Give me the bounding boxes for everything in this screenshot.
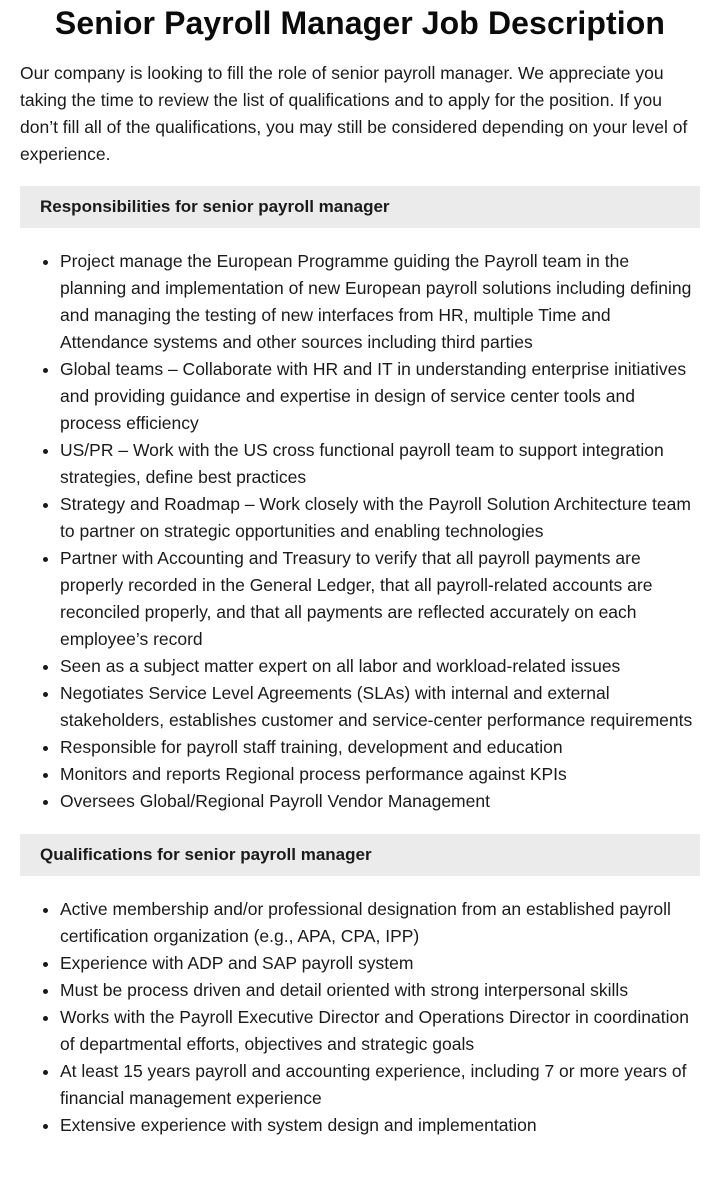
- list-item: • Negotiates Service Level Agreements (SLAs) with internal and external stakeholders, establishes customer and service-center performance requirements: [60, 680, 700, 734]
- list-item: • Oversees Global/Regional Payroll Vendor Management: [60, 788, 700, 815]
- list-item: • Strategy and Roadmap – Work closely with the Payroll Solution Architecture team to partner on strategic opportunities and enabling technologies: [60, 491, 700, 545]
- qualifications-list: [20, 896, 700, 1139]
- responsibilities-heading: Responsibilities for senior payroll manager: [20, 186, 700, 228]
- list-item: • US/PR – Work with the US cross functional payroll team to support integration strategies, define best practices: [60, 437, 700, 491]
- list-item: • Partner with Accounting and Treasury to verify that all payroll payments are properly recorded in the General Ledger, that all payroll-related accounts are reconciled properly, and that all payments are reflected accurately on each employee’s record: [60, 545, 700, 653]
- list-item: • Must be process driven and detail oriented with strong interpersonal skills: [60, 977, 700, 1004]
- qualifications-heading: Qualifications for senior payroll manager: [20, 834, 700, 876]
- list-item: • Seen as a subject matter expert on all labor and workload-related issues: [60, 653, 700, 680]
- responsibilities-list: [20, 248, 700, 815]
- list-item: • Monitors and reports Regional process performance against KPIs: [60, 761, 700, 788]
- list-item: • Experience with ADP and SAP payroll system: [60, 950, 700, 977]
- list-item: • Responsible for payroll staff training, development and education: [60, 734, 700, 761]
- list-item: • Project manage the European Programme guiding the Payroll team in the planning and implementation of new European payroll solutions including defining and managing the testing of new interfaces from HR, multiple Time and Attendance systems and other sources including third parties: [60, 248, 700, 356]
- intro-paragraph: Our company is looking to fill the role of senior payroll manager. We appreciate you taking the time to review the list of qualifications and to apply for the position. If you don’t fill all of the qualifications, you may still be considered depending on your level of experience.: [20, 63, 688, 164]
- list-item: • Works with the Payroll Executive Director and Operations Director in coordination of departmental efforts, objectives and strategic goals: [60, 1004, 700, 1058]
- list-item: • Active membership and/or professional designation from an established payroll certification organization (e.g., APA, CPA, IPP): [60, 896, 700, 950]
- page-title: Senior Payroll Manager Job Description: [54, 5, 666, 41]
- list-item: • At least 15 years payroll and accounting experience, including 7 or more years of financial management experience: [60, 1058, 700, 1112]
- list-item: • Global teams – Collaborate with HR and IT in understanding enterprise initiatives and providing guidance and expertise in design of service center tools and process efficiency: [60, 356, 700, 437]
- list-item: • Extensive experience with system design and implementation: [60, 1112, 700, 1139]
